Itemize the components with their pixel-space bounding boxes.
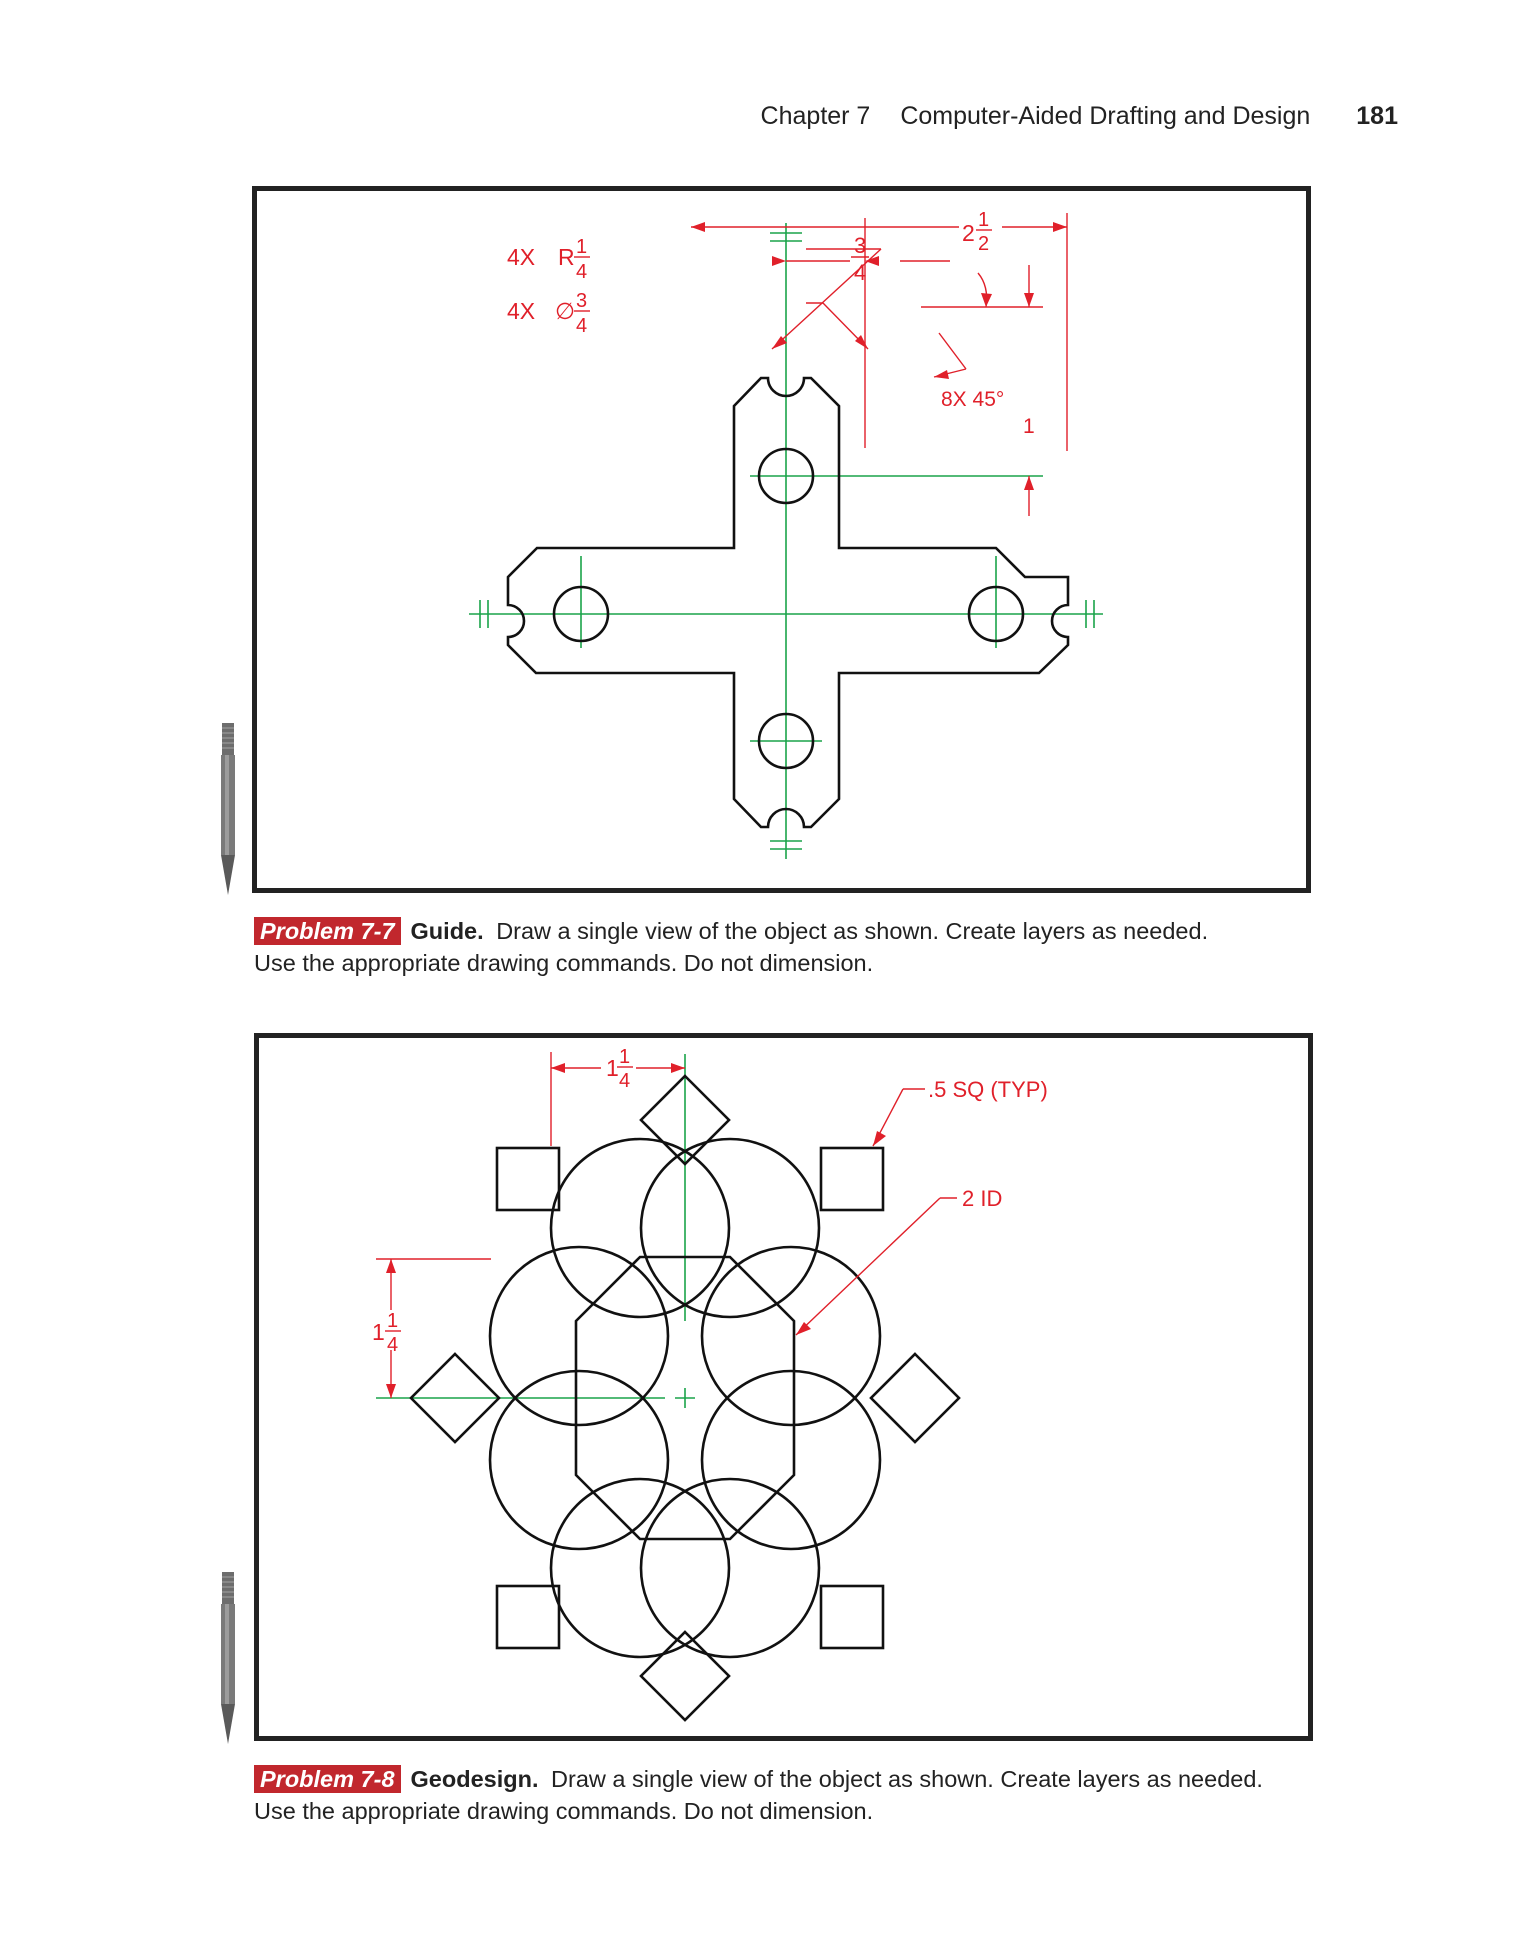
h-dim-numerator: 1: [619, 1046, 631, 1068]
problem-title: Guide.: [410, 918, 484, 944]
pencil-icon: [219, 723, 237, 895]
problem-text: Draw a single view of the object as shown. Create layers as needed.: [496, 918, 1209, 944]
radius-count: 4X: [507, 244, 536, 270]
v-dim-numerator: 1: [387, 1310, 399, 1332]
radius-denominator: 4: [576, 261, 588, 283]
guide-drawing: [257, 191, 1306, 888]
geodesign-drawing-frame: [254, 1033, 1313, 1741]
guide-outline: [508, 378, 1068, 827]
diameter-denominator: 4: [576, 315, 588, 337]
problem-7-8-caption: [254, 1763, 1334, 1827]
chamfer-note: 8X 45°: [941, 388, 1005, 411]
chapter-title: Computer-Aided Drafting and Design: [900, 102, 1311, 130]
center-denominator: 4: [854, 260, 867, 285]
v-dim-whole: 1: [372, 1319, 385, 1345]
problem-text-2: Use the appropriate drawing commands. Do not dimension.: [254, 950, 874, 976]
h-dim-whole: 1: [606, 1055, 619, 1081]
width-denominator: 2: [978, 233, 990, 255]
page-header: [761, 102, 1398, 131]
chapter-label: Chapter 7: [760, 102, 871, 130]
guide-drawing-frame: [252, 186, 1311, 893]
problem-tag: Problem 7-7: [254, 917, 401, 945]
guide-dimension-text: [507, 209, 1035, 438]
width-whole: 2: [962, 220, 975, 246]
radius-prefix: R: [558, 244, 575, 270]
geodesign-drawing: [259, 1038, 1308, 1736]
diameter-numerator: 3: [576, 290, 588, 312]
geodesign-dimension-text: [372, 1046, 1048, 1356]
geodesign-centerlines: [376, 1054, 695, 1408]
problem-title: Geodesign.: [410, 1766, 539, 1792]
diameter-symbol: ∅: [555, 298, 576, 324]
width-numerator: 1: [978, 209, 990, 231]
diameter-count: 4X: [507, 298, 536, 324]
square-note: .5 SQ (TYP): [928, 1077, 1048, 1102]
v-dim-denominator: 4: [387, 1334, 399, 1356]
guide-dimension-lines: [691, 213, 1067, 516]
h-dim-denominator: 4: [619, 1070, 631, 1092]
page-number: 181: [1356, 102, 1398, 130]
center-numerator: 3: [854, 233, 867, 258]
problem-tag: Problem 7-8: [254, 1765, 401, 1793]
circle-note: 2 ID: [962, 1186, 1003, 1211]
problem-text: Draw a single view of the object as shown. Create layers as needed.: [551, 1766, 1263, 1792]
problem-text-2: Use the appropriate drawing commands. Do not dimension.: [254, 1798, 874, 1824]
pencil-icon: [219, 1572, 237, 1744]
height-value: 1: [1023, 415, 1035, 438]
problem-7-7-caption: [254, 915, 1334, 979]
radius-numerator: 1: [576, 236, 588, 258]
